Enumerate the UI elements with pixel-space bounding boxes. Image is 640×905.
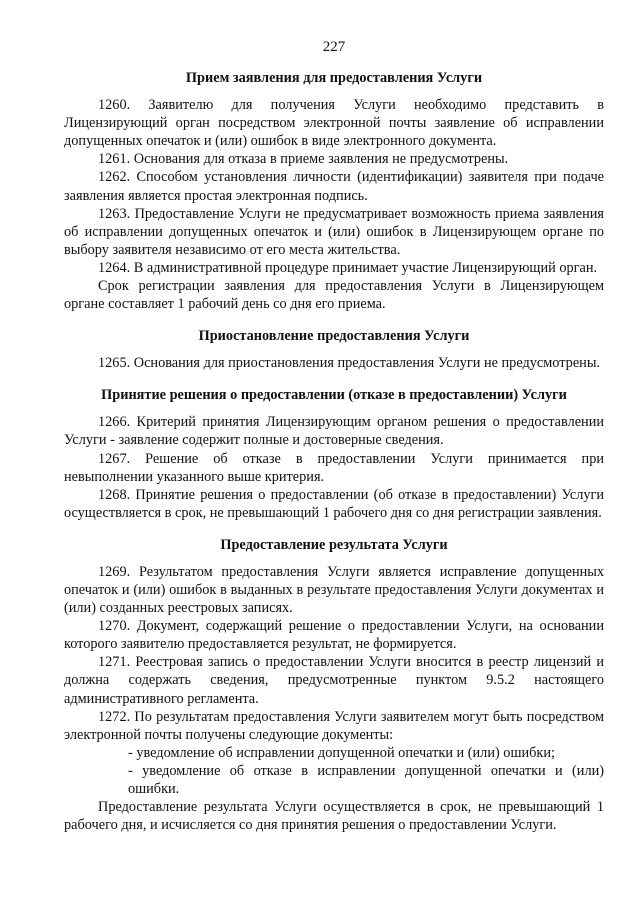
list-item: - уведомление об исправлении допущенной опечатки и (или) ошибки; [128,744,555,761]
paragraph: 1270. Документ, содержащий решение о предоставлении Услуги, на основании которого заявителю предоставляется результат, не формируется. [64,618,604,653]
section-heading: Принятие решения о предоставлении (отказе в предоставлении) Услуги [101,387,567,404]
paragraph: 1266. Критерий принятия Лицензирующим органом решения о предоставлении Услуги - заявление содержит полные и достоверные сведения. [64,414,604,449]
paragraph: 1263. Предоставление Услуги не предусматривает возможность приема заявления об исправлении допущенных опечаток и (или) ошибок в Лицензирующем органе по выбору заявителя независимо от его места жительства. [64,205,604,258]
paragraph: 1260. Заявителю для получения Услуги необходимо представить в Лицензирующий орган посредством электронной почты заявление об исправлении допущенных опечаток и (или) ошибок в виде электронного документа. [64,97,604,150]
paragraph: 1261. Основания для отказа в приеме заявления не предусмотрены. [98,151,509,168]
paragraph: Срок регистрации заявления для предоставления Услуги в Лицензирующем органе составляет 1 рабочий день со дня его приема. [64,278,604,313]
paragraph: 1262. Способом установления личности (идентификации) заявителя при подаче заявления является простая электронная подпись. [64,169,604,204]
paragraph: 1264. В административной процедуре принимает участие Лицензирующий орган. [98,259,598,276]
section-heading: Прием заявления для предоставления Услуги [185,70,483,87]
page-number: 227 [322,39,346,55]
paragraph: 1265. Основания для приостановления предоставления Услуги не предусмотрены. [98,355,601,372]
paragraph: 1268. Принятие решения о предоставлении (об отказе в предоставлении) Услуги осуществляется в срок, не превышающий 1 рабочего дня со дня регистрации заявления. [64,486,604,521]
paragraph: 1267. Решение об отказе в предоставлении Услуги принимается при невыполнении указанного выше критерия. [64,450,604,485]
closing-paragraph: Предоставление результата Услуги осуществляется в срок, не превышающий 1 рабочего дня, и исчисляется со дня принятия решения о предоставлении Услуги. [64,799,604,834]
section-heading: Приостановление предоставления Услуги [198,328,470,345]
paragraph: 1271. Реестровая запись о предоставлении Услуги вносится в реестр лицензий и должна содержать сведения, предусмотренные пунктом 9.5.2 настоящего административного регламента. [64,654,604,707]
paragraph: 1269. Результатом предоставления Услуги является исправление допущенных опечаток и (или) ошибок в выданных в результате предоставления Услуги документах и (или) созданных реестровых записях. [64,563,604,617]
paragraph: 1272. По результатам предоставления Услуги заявителем могут быть посредством электронной почты получены следующие документы: [64,708,604,743]
section-heading: Предоставление результата Услуги [220,536,448,553]
list-item: - уведомление об отказе в исправлении допущенной опечатки и (или) ошибки. [128,762,604,797]
